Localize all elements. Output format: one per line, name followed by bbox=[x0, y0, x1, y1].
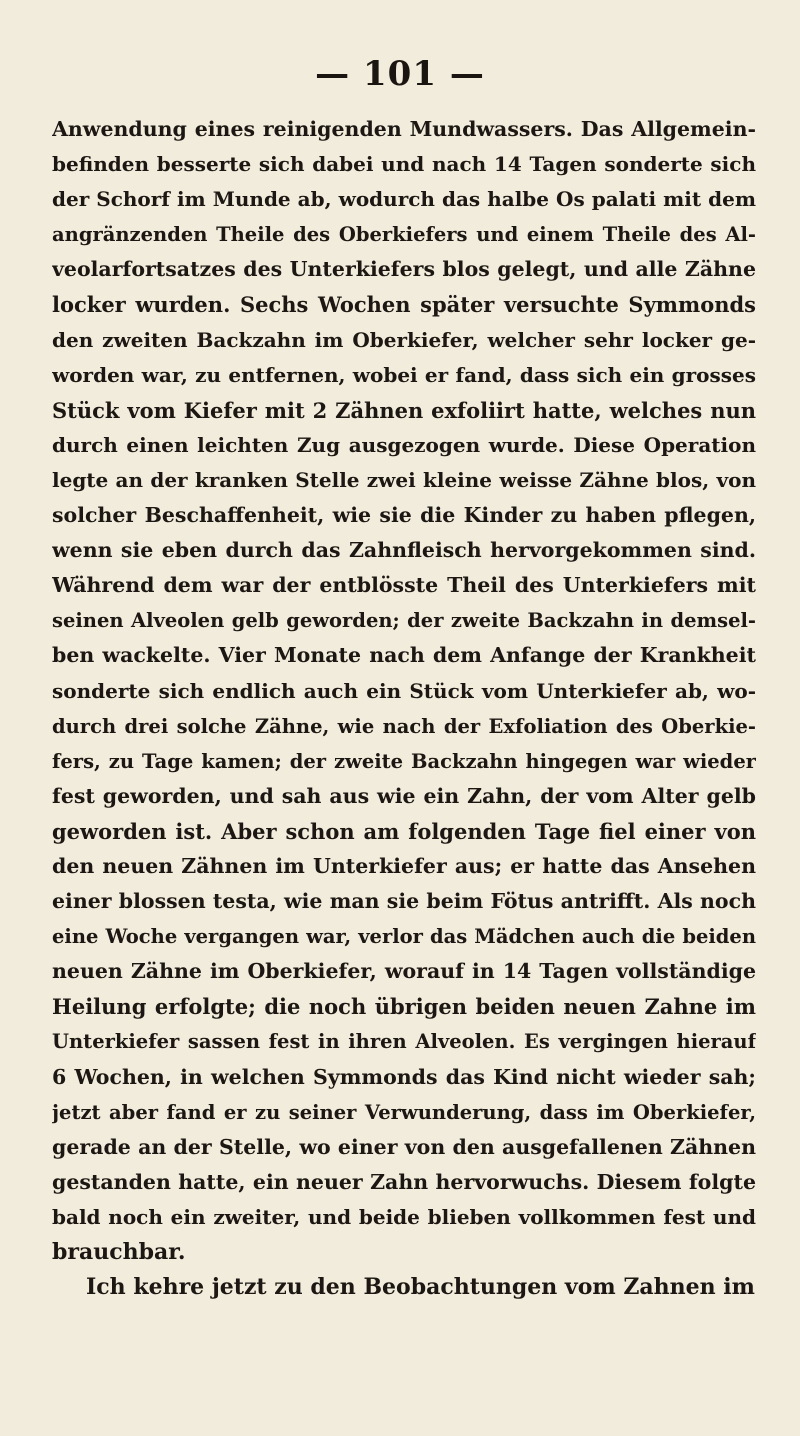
text-line: wenn sie eben durch das Zahnfleisch hervorgekommen sind. bbox=[52, 538, 756, 563]
text-line: fest geworden, und sah aus wie ein Zahn, der vom Alter gelb bbox=[52, 783, 756, 808]
text-line: Heilung erfolgte; die noch übrigen beiden neuen Zahne im bbox=[52, 994, 756, 1020]
text-line: solcher Beschaffenheit, wie sie die Kinder zu haben pflegen, bbox=[52, 503, 756, 528]
text-line: brauchbar. bbox=[52, 1239, 186, 1265]
text-line: angränzenden Theile des Oberkiefers und einem Theile des Al- bbox=[52, 223, 756, 247]
text-line: worden war, zu entfernen, wobei er fand, dass sich ein grosses bbox=[52, 362, 756, 387]
text-line: gestanden hatte, ein neuer Zahn hervorwuchs. Diesem folgte bbox=[52, 1169, 756, 1194]
text-line: sonderte sich endlich auch ein Stück vom Unterkiefer ab, wo- bbox=[52, 678, 756, 703]
text-line: einer blossen testa, wie man sie beim Fötus antrifft. Als noch bbox=[52, 889, 756, 914]
text-line: bald noch ein zweiter, und beide blieben vollkommen fest und bbox=[52, 1204, 756, 1229]
text-line: Während dem war der entblösste Theil des Unterkiefers mit bbox=[52, 573, 756, 598]
text-line: gerade an der Stelle, wo einer von den ausgefallenen Zähnen bbox=[52, 1134, 756, 1159]
text-line: Ich kehre jetzt zu den Beobachtungen vom Zahnen im bbox=[86, 1274, 755, 1301]
text-line: Anwendung eines reinigenden Mundwassers. Das Allgemein- bbox=[52, 117, 756, 141]
text-line: veolarfortsatzes des Unterkiefers blos gelegt, und alle Zähne bbox=[52, 257, 756, 282]
text-line: durch einen leichten Zug ausgezogen wurde. Diese Operation bbox=[52, 432, 756, 457]
text-line: den zweiten Backzahn im Oberkiefer, welcher sehr locker ge- bbox=[52, 327, 756, 352]
text-line: befinden besserte sich dabei und nach 14 Tagen sonderte sich bbox=[52, 152, 756, 177]
text-line: fers, zu Tage kamen; der zweite Backzahn hingegen war wieder bbox=[52, 749, 756, 773]
text-line: den neuen Zähnen im Unterkiefer aus; er hatte das Ansehen bbox=[52, 853, 756, 878]
page-number-header: — 101 — bbox=[315, 54, 485, 94]
text-line: locker wurden. Sechs Wochen später versuchte Symmonds bbox=[52, 292, 756, 318]
text-line: legte an der kranken Stelle zwei kleine weisse Zähne blos, von bbox=[52, 467, 756, 492]
text-line: 6 Wochen, in welchen Symmonds das Kind nicht wieder sah; bbox=[52, 1064, 756, 1089]
text-line: Unterkiefer sassen fest in ihren Alveolen. Es vergingen hierauf bbox=[52, 1030, 756, 1054]
text-line: eine Woche vergangen war, verlor das Mädchen auch die beiden bbox=[52, 925, 756, 949]
text-line: Stück vom Kiefer mit 2 Zähnen exfoliirt hatte, welches nun bbox=[52, 397, 756, 423]
text-line: seinen Alveolen gelb geworden; der zweite Backzahn in demsel- bbox=[52, 609, 756, 633]
text-line: neuen Zähne im Oberkiefer, worauf in 14 Tagen vollständige bbox=[52, 959, 756, 984]
text-line: der Schorf im Munde ab, wodurch das halbe Os palati mit dem bbox=[52, 187, 756, 212]
text-line: jetzt aber fand er zu seiner Verwunderung, dass im Oberkiefer, bbox=[52, 1100, 756, 1124]
text-line: ben wackelte. Vier Monate nach dem Anfange der Krankheit bbox=[52, 643, 756, 668]
body-text bbox=[52, 112, 756, 1305]
text-line: durch drei solche Zähne, wie nach der Exfoliation des Oberkie- bbox=[52, 714, 756, 738]
text-line: geworden ist. Aber schon am folgenden Tage fiel einer von bbox=[52, 818, 756, 844]
